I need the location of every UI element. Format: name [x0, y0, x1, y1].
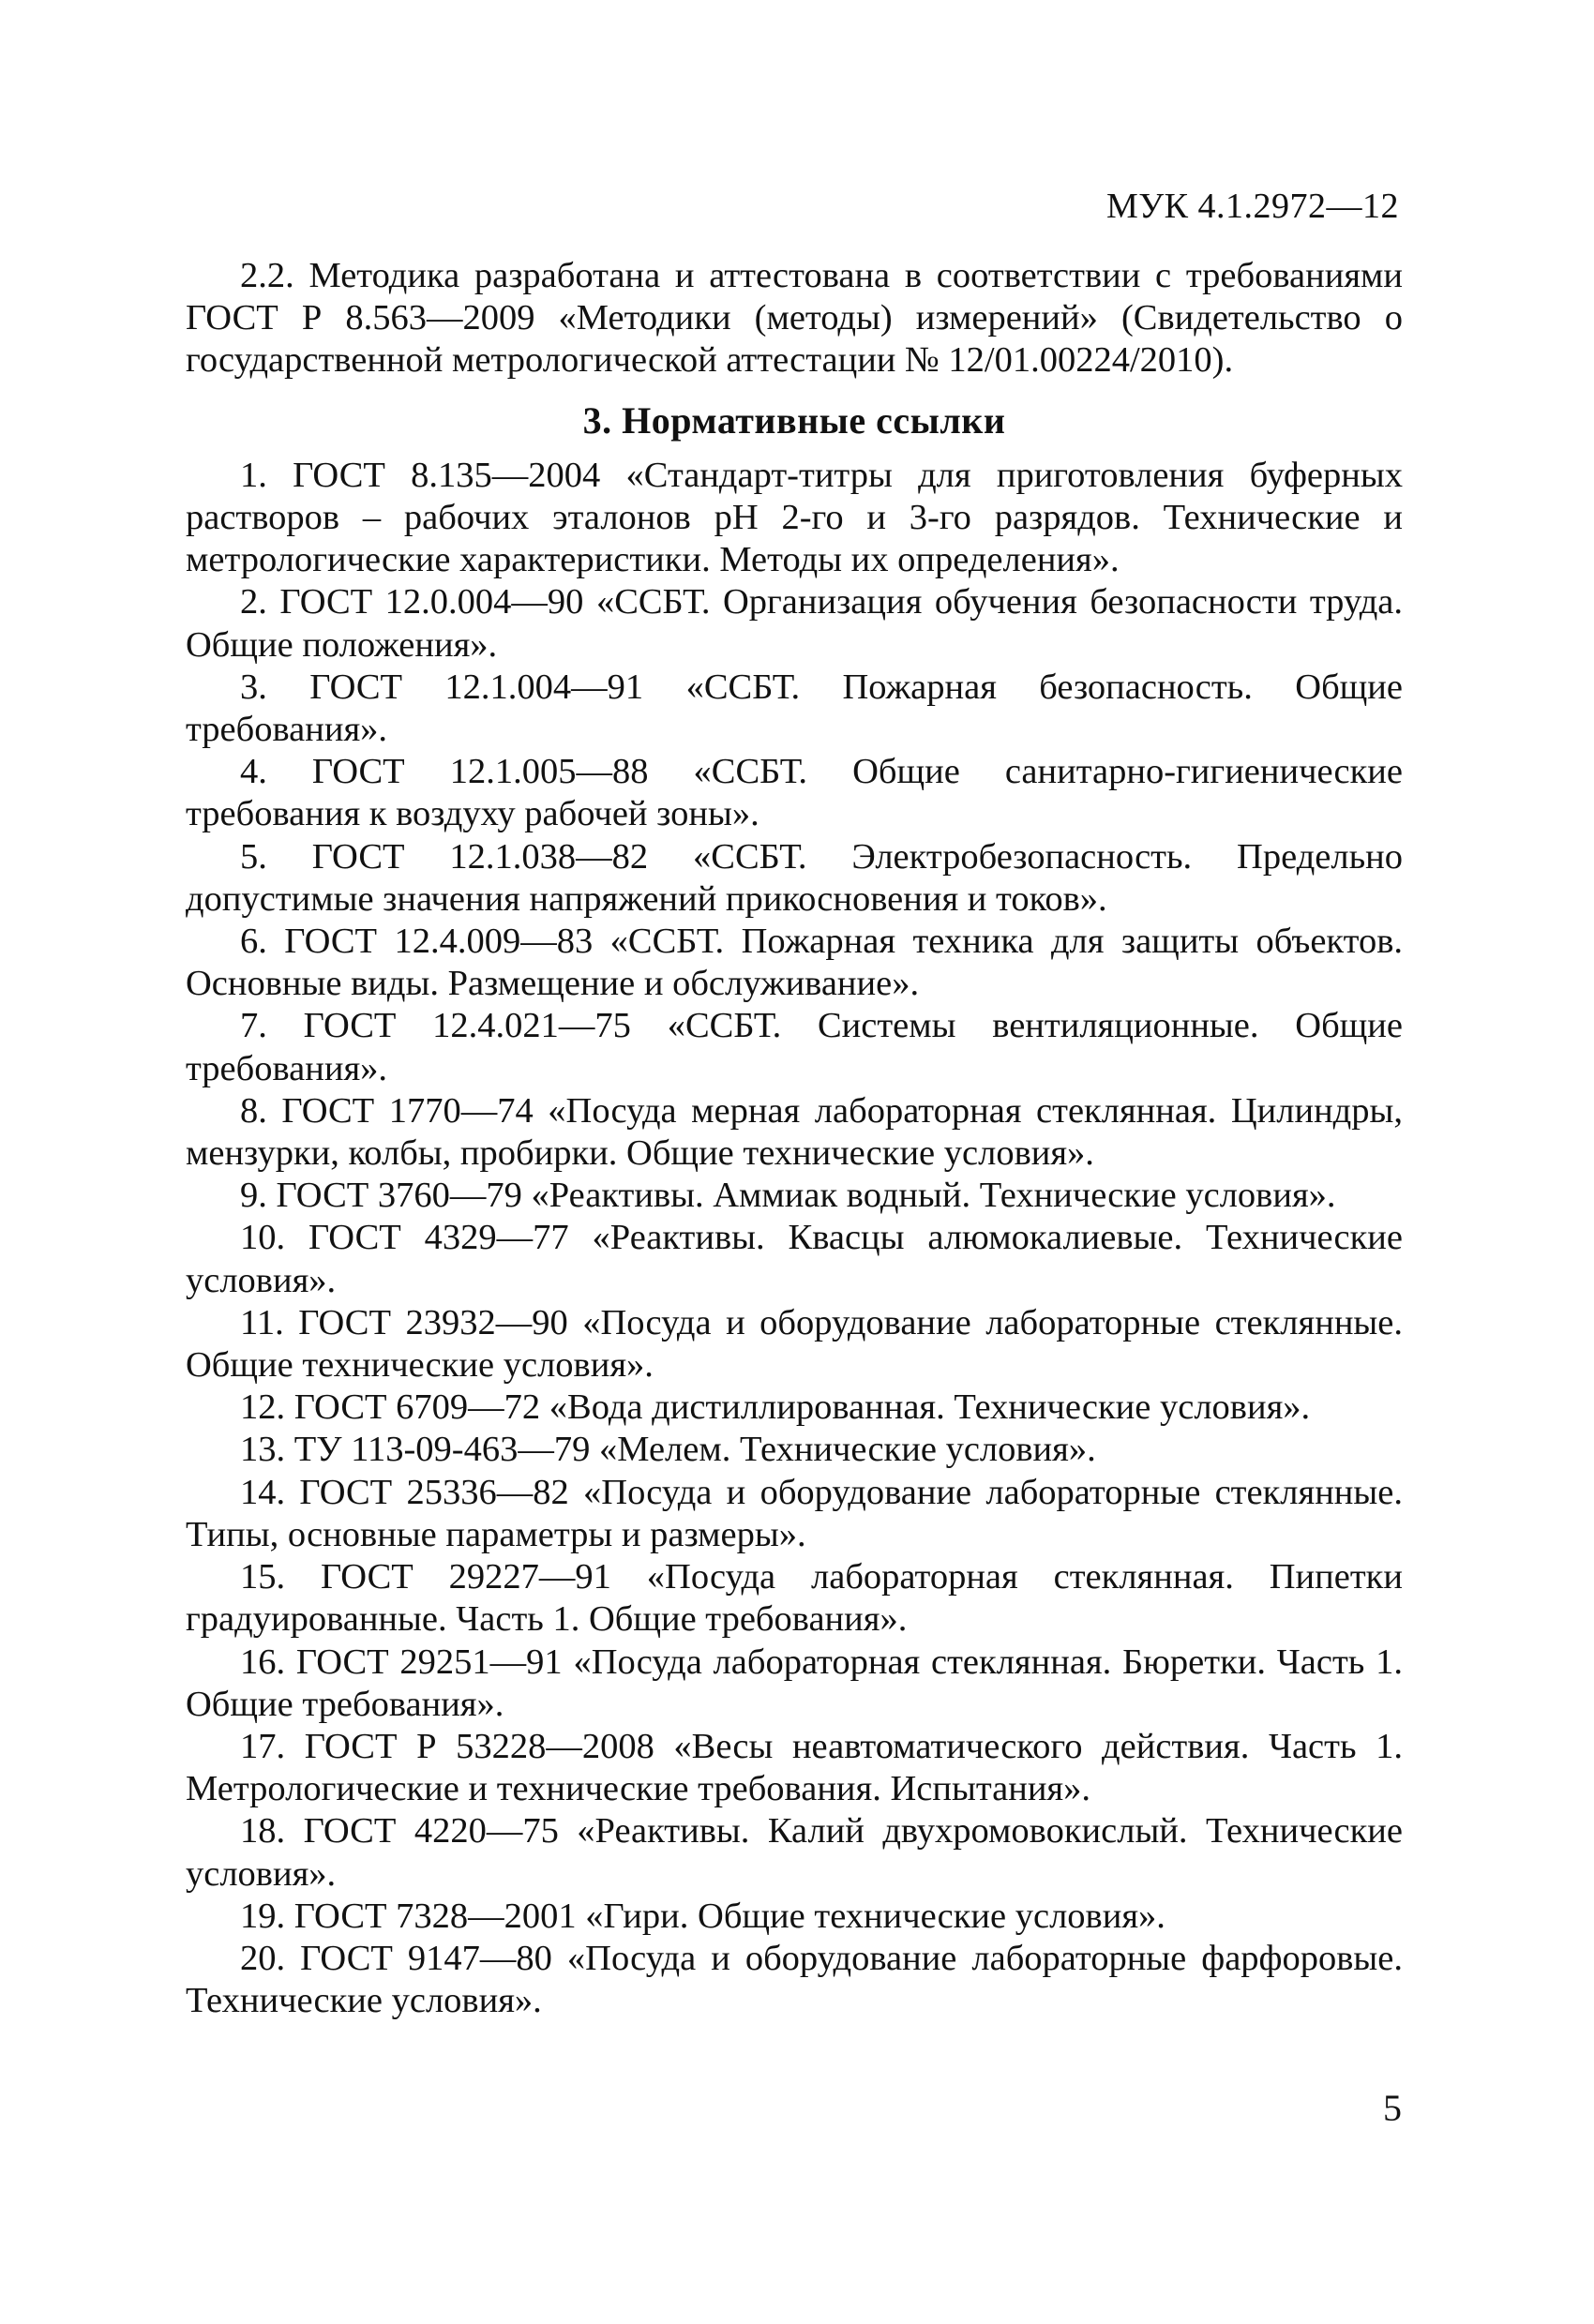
- reference-item: 7. ГОСТ 12.4.021—75 «ССБТ. Системы вентиляционные. Общие требования».: [186, 1006, 1403, 1088]
- references-list: [186, 455, 1403, 2023]
- reference-item: 19. ГОСТ 7328—2001 «Гири. Общие технические условия».: [240, 1896, 1165, 1936]
- reference-item: 17. ГОСТ Р 53228—2008 «Весы неавтоматического действия. Часть 1. Метрологические и технические требования. Испытания».: [186, 1726, 1403, 1809]
- intro-paragraph: 2.2. Методика разработана и аттестована в соответствии с требованиями ГОСТ Р 8.563—2009 «Методики (методы) измерений» (Свидетельство о государственной метрологической аттестации № 12/01.00224/2010).: [186, 256, 1403, 381]
- reference-item: 10. ГОСТ 4329—77 «Реактивы. Квасцы алюмокалиевые. Технические условия».: [186, 1218, 1403, 1300]
- reference-item: 5. ГОСТ 12.1.038—82 «ССБТ. Электробезопасность. Предельно допустимые значения напряжений прикосновения и токов».: [186, 836, 1403, 919]
- page-body: [186, 255, 1403, 2022]
- reference-item: 1. ГОСТ 8.135—2004 «Стандарт-титры для приготовления буферных растворов – рабочих эталонов pH 2-го и 3-го разрядов. Технические и метрологические характеристики. Методы их определения».: [186, 455, 1403, 580]
- reference-item: 3. ГОСТ 12.1.004—91 «ССБТ. Пожарная безопасность. Общие требования».: [186, 667, 1403, 750]
- reference-item: 4. ГОСТ 12.1.005—88 «ССБТ. Общие санитарно-гигиенические требования к воздуху рабочей зоны».: [186, 752, 1403, 834]
- reference-item: 18. ГОСТ 4220—75 «Реактивы. Калий двухромовокислый. Технические условия».: [186, 1811, 1403, 1894]
- reference-item: 15. ГОСТ 29227—91 «Посуда лабораторная стеклянная. Пипетки градуированные. Часть 1. Общие требования».: [186, 1557, 1403, 1640]
- section-title: 3. Нормативные ссылки: [582, 398, 1006, 442]
- document-code: МУК 4.1.2972—12: [1105, 187, 1399, 226]
- reference-item: 16. ГОСТ 29251—91 «Посуда лабораторная стеклянная. Бюретки. Часть 1. Общие требования».: [186, 1642, 1403, 1724]
- reference-item: 20. ГОСТ 9147—80 «Посуда и оборудование лабораторные фарфоровые. Технические условия».: [186, 1938, 1403, 2021]
- reference-item: 8. ГОСТ 1770—74 «Посуда мерная лабораторная стеклянная. Цилиндры, мензурки, колбы, пробирки. Общие технические условия».: [186, 1090, 1403, 1174]
- reference-item: 12. ГОСТ 6709—72 «Вода дистиллированная. Технические условия».: [240, 1387, 1311, 1428]
- reference-item: 14. ГОСТ 25336—82 «Посуда и оборудование лабораторные стеклянные. Типы, основные параметры и размеры».: [186, 1472, 1403, 1554]
- page-number: 5: [1383, 2087, 1402, 2129]
- reference-item: 6. ГОСТ 12.4.009—83 «ССБТ. Пожарная техника для защиты объектов. Основные виды. Размещение и обслуживание».: [186, 922, 1403, 1004]
- reference-item: 9. ГОСТ 3760—79 «Реактивы. Аммиак водный. Технические условия».: [240, 1176, 1336, 1216]
- reference-item: 2. ГОСТ 12.0.004—90 «ССБТ. Организация обучения безопасности труда. Общие положения».: [186, 582, 1403, 665]
- reference-item: 11. ГОСТ 23932—90 «Посуда и оборудование лабораторные стеклянные. Общие технические условия».: [186, 1302, 1403, 1386]
- reference-item: 13. ТУ 113-09-463—79 «Мелем. Технические условия».: [240, 1430, 1096, 1470]
